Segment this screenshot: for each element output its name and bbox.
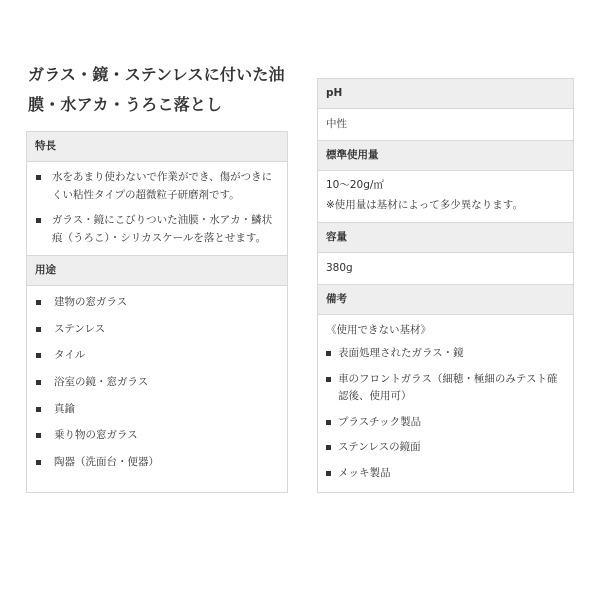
product-title	[28, 60, 288, 120]
bullet-icon	[36, 218, 41, 223]
remark-item: ステンレスの鏡面	[326, 439, 565, 457]
use-item: 乗り物の窓ガラス	[36, 427, 279, 454]
bullet-icon	[36, 175, 41, 180]
features-section	[27, 162, 287, 256]
capacity-value: 380g	[318, 253, 573, 285]
ph-header: pH	[318, 79, 573, 109]
capacity-header: 容量	[318, 223, 573, 253]
bullet-icon	[326, 471, 331, 476]
use-item: 浴室の鏡・窓ガラス	[36, 374, 279, 401]
remarks-section	[318, 315, 573, 492]
bullet-icon	[36, 327, 41, 332]
uses-header: 用途	[27, 256, 287, 286]
remarks-header: 備考	[318, 285, 573, 315]
remarks-subheading: 《使用できない基材》	[326, 324, 431, 336]
remark-item: プラスチック製品	[326, 414, 565, 432]
features-list	[36, 169, 279, 247]
remark-item: 表面処理されたガラス・鏡	[326, 345, 565, 363]
bullet-icon	[36, 460, 41, 465]
use-item: 建物の窓ガラス	[36, 294, 279, 321]
use-item: 陶器（洗面台・便器）	[36, 454, 279, 481]
left-column	[26, 60, 288, 493]
usage-note: ※使用量は基材によって多少異なります。	[326, 199, 523, 211]
features-header: 特長	[27, 132, 287, 162]
usage-header: 標準使用量	[318, 141, 573, 171]
usage-section	[318, 171, 573, 223]
bullet-icon	[36, 433, 41, 438]
product-title-line2: 膜・水アカ・うろこ落とし	[28, 95, 223, 114]
usage-value: 10～20g/㎡	[326, 179, 384, 191]
bullet-icon	[36, 380, 41, 385]
use-item: ステンレス	[36, 321, 279, 348]
bullet-icon	[36, 300, 41, 305]
uses-list	[36, 294, 279, 481]
product-title-line1: ガラス・鏡・ステンレスに付いた油	[28, 65, 285, 84]
use-item: タイル	[36, 347, 279, 374]
feature-item: 水をあまり使わないで作業ができ、傷がつきにくい粘性タイプの超微粒子研磨剤です。	[36, 169, 279, 204]
bullet-icon	[326, 445, 331, 450]
spec-table	[317, 78, 574, 493]
bullet-icon	[36, 407, 41, 412]
bullet-icon	[36, 353, 41, 358]
bullet-icon	[326, 377, 331, 382]
remark-item: 車のフロントガラス（細穂・極細のみテスト確認後、使用可）	[326, 371, 565, 406]
feature-item: ガラス・鏡にこびりついた油膜・水アカ・鱗状痕（うろこ）・シリカスケールを落とせます。	[36, 212, 279, 247]
use-item: 真鍮	[36, 401, 279, 428]
features-uses-table	[26, 131, 288, 493]
bullet-icon	[326, 351, 331, 356]
remarks-list	[326, 345, 565, 482]
bullet-icon	[326, 420, 331, 425]
remark-item: メッキ製品	[326, 465, 565, 483]
right-column	[317, 78, 574, 493]
uses-section	[27, 286, 287, 492]
ph-value: 中性	[318, 109, 573, 141]
